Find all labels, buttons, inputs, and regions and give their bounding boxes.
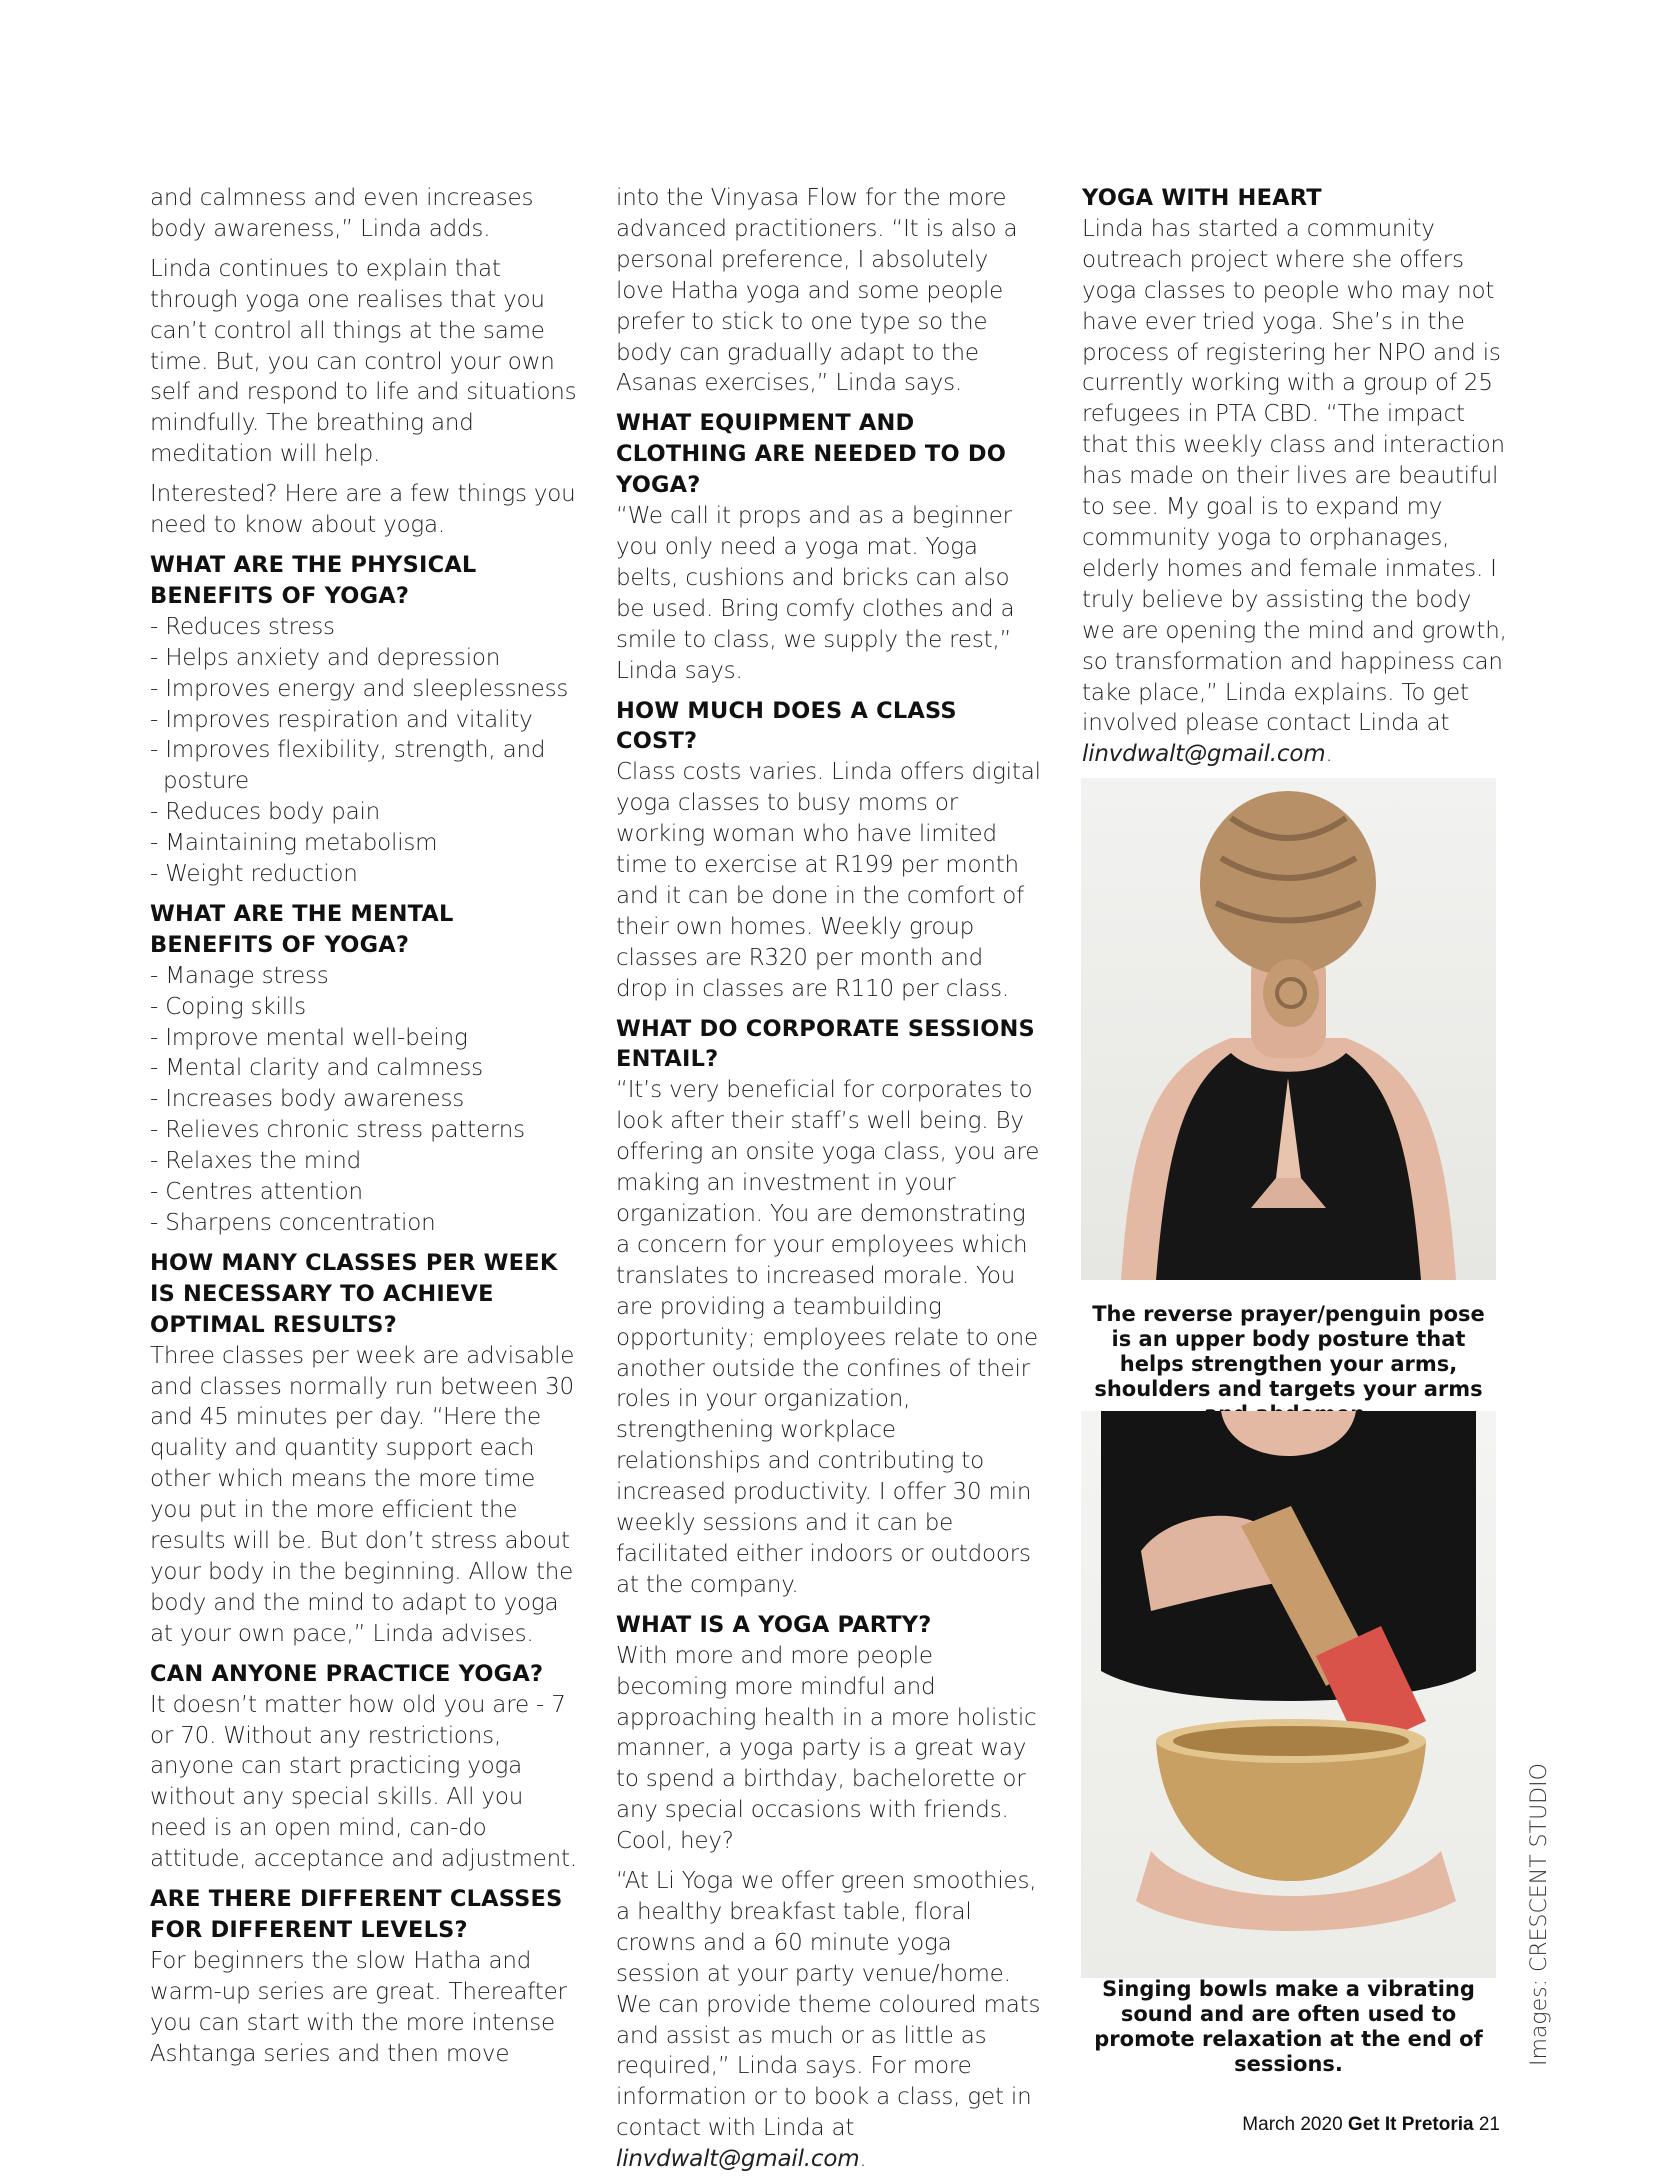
section-heading: WHAT IS A YOGA PARTY?	[616, 1611, 932, 1638]
section-heading: WHAT ARE THE MENTAL BENEFITS OF YOGA?	[150, 900, 454, 958]
section-heading: ARE THERE DIFFERENT CLASSES FOR DIFFERENT LEVELS?	[150, 1886, 563, 1943]
list-item: - Reduces body pain	[150, 799, 381, 826]
singing-bowl-photo	[1081, 1411, 1496, 1978]
period: .	[859, 2146, 867, 2173]
list-item: - Relieves chronic stress patterns	[150, 1117, 525, 1144]
section-heading: HOW MUCH DOES A CLASS COST?	[616, 697, 957, 755]
article-column-1	[150, 183, 580, 2078]
paragraph: “We call it props and as a beginner you only need a yoga mat. Yoga belts, cushions and bricks can also be used. Bring comfy clothes and a smile to class, we supply the rest,” Linda says.	[616, 503, 1015, 684]
section-heading: CAN ANYONE PRACTICE YOGA?	[150, 1660, 544, 1687]
list-item: - Reduces stress	[150, 613, 335, 640]
paragraph: Three classes per week are advisable and classes normally run between 30 and 45 minutes per day. “Here the quality and quantity support each other which means the more time you put in the more efficient the results will be. But don’t stress about your body in the beginning. Allow the body and the mind to adapt to yoga at your own pace,” Linda advises.	[150, 1342, 575, 1647]
list-item: - Increases body awareness	[150, 1086, 465, 1113]
list-item: - Relaxes the mind	[150, 1148, 361, 1175]
paragraph: and calmness and even increases body awareness,” Linda adds.	[150, 185, 534, 242]
paragraph: into the Vinyasa Flow for the more advanced practitioners. “It is also a personal preference, I absolutely love Hatha yoga and some people prefer to stick to one type so the body can gradually adapt to the Asanas exercises,” Linda says.	[616, 185, 1018, 397]
email-link[interactable]: linvdwalt@gmail.com	[1082, 741, 1326, 768]
reverse-prayer-pose-photo	[1081, 778, 1496, 1280]
section-heading: HOW MANY CLASSES PER WEEK IS NECESSARY TO ACHIEVE OPTIMAL RESULTS?	[150, 1249, 558, 1338]
email-link[interactable]: linvdwalt@gmail.com	[616, 2146, 860, 2173]
image-credit: Images: CRESCENT STUDIO	[1527, 1763, 1552, 2066]
paragraph: Linda continues to explain that through yoga one realises that you can’t control all things at the same time. But, you can control your own self and respond to life and situations mindfully. The breathing and meditation will help.	[150, 255, 577, 468]
list-item: - Sharpens concentration	[150, 1210, 436, 1236]
article-column-2	[616, 183, 1041, 2184]
page-footer	[1240, 2114, 1500, 2136]
photo-caption: The reverse prayer/penguin pose is an upper body posture that helps strengthen your arms, shoulders and targets your arms	[1092, 1302, 1485, 1401]
photo-caption: Singing bowls make a vibrating sound and are often used to promote relaxation at the end of sessions.	[1094, 1977, 1483, 2076]
physical-benefits-list	[150, 612, 580, 890]
list-item: - Improves energy and sleeplessness	[150, 675, 569, 702]
paragraph: For beginners the slow Hatha and warm-up series are great. Thereafter you can start with the more intense Ashtanga series and then move	[150, 1947, 567, 2067]
magazine-name: Get It Pretoria	[1347, 2114, 1474, 2135]
page-number: 21	[1478, 2114, 1500, 2135]
list-item: - Centres attention	[150, 1179, 363, 1206]
paragraph-text: Linda has started a community outreach project where she offers yoga classes to people who may not have ever tried yoga. She’s in the process of registering her NPO and is currently working with a group of 25 refugees in PTA CBD. “The impact that this weekly class and interaction has made on their lives are beautiful to see. My goal is to expand my community yoga to orphanages, elderly homes and female inmates. I truly believe by assisting the body we are opening the mind and growth, so transformation and happiness can take place,” Linda explains. To get involved please contact Linda at	[1082, 215, 1507, 737]
paragraph: It doesn’t matter how old you are - 7 or 70. Without any restrictions, anyone can start practicing yoga without any special skills. All you need is an open mind, can-do attitude, acceptance and adjustment.	[150, 1691, 577, 1873]
section-heading: WHAT ARE THE PHYSICAL BENEFITS OF YOGA?	[150, 551, 477, 609]
list-item: - Maintaining metabolism	[150, 830, 438, 857]
list-item: - Improves flexibility, strength, and posture	[150, 737, 546, 795]
section-heading: WHAT EQUIPMENT AND CLOTHING ARE NEEDED TO DO YOGA?	[616, 410, 1007, 499]
paragraph: “It’s very beneficial for corporates to look after their staff’s well being. By offering an onsite yoga class, you are making an investment in your organization. You are demonstrating a concern for your employees which translates to increased morale. You are providing a teambuilding opportunity; employees relate to one another outside the confines of their roles in your organization, strengthening workplace relationships and contributing to increased productivity. I offer 30 min weekly sessions and it can be facilitated either indoors or outdoors at the company.	[616, 1077, 1040, 1598]
article-column-3	[1082, 183, 1507, 779]
list-item: - Mental clarity and calmness	[150, 1055, 483, 1082]
list-item: - Helps anxiety and depression	[150, 644, 501, 671]
paragraph: With more and more people becoming more mindful and approaching health in a more holistic manner, a yoga party is a great way to spend a birthday, bachelorette or any special occasions with friends. Cool, hey?	[616, 1642, 1037, 1855]
list-item: - Improve mental well-being	[150, 1024, 468, 1051]
paragraph: Interested? Here are a few things you need to know about yoga.	[150, 481, 576, 539]
section-heading: YOGA WITH HEART	[1082, 185, 1322, 211]
issue-date: March 2020	[1242, 2114, 1343, 2135]
paragraph	[1082, 214, 1507, 770]
list-item: - Manage stress	[150, 962, 329, 989]
paragraph	[616, 1866, 1041, 2175]
list-item: - Improves respiration and vitality	[150, 706, 533, 733]
list-item: - Coping skills	[150, 993, 306, 1020]
list-item: - Weight reduction	[150, 861, 358, 888]
paragraph: Class costs varies. Linda offers digital yoga classes to busy moms or working woman who have limited time to exercise at R199 per month and it can be done in the comfort of their own homes. Weekly group classes are R320 per month and drop in classes are R110 per class.	[616, 759, 1041, 1002]
mental-benefits-list	[150, 961, 580, 1239]
section-heading: WHAT DO CORPORATE SESSIONS ENTAIL?	[616, 1015, 1035, 1073]
period: .	[1325, 741, 1333, 768]
paragraph-text: “At Li Yoga we offer green smoothies, a healthy breakfast table, floral crowns and a 60 minute yoga session at your party venue/home. We can provide theme coloured mats and assist as much or as little as required,” Linda says. For more information or to book a class, get in contact with Linda at	[616, 1868, 1041, 2142]
